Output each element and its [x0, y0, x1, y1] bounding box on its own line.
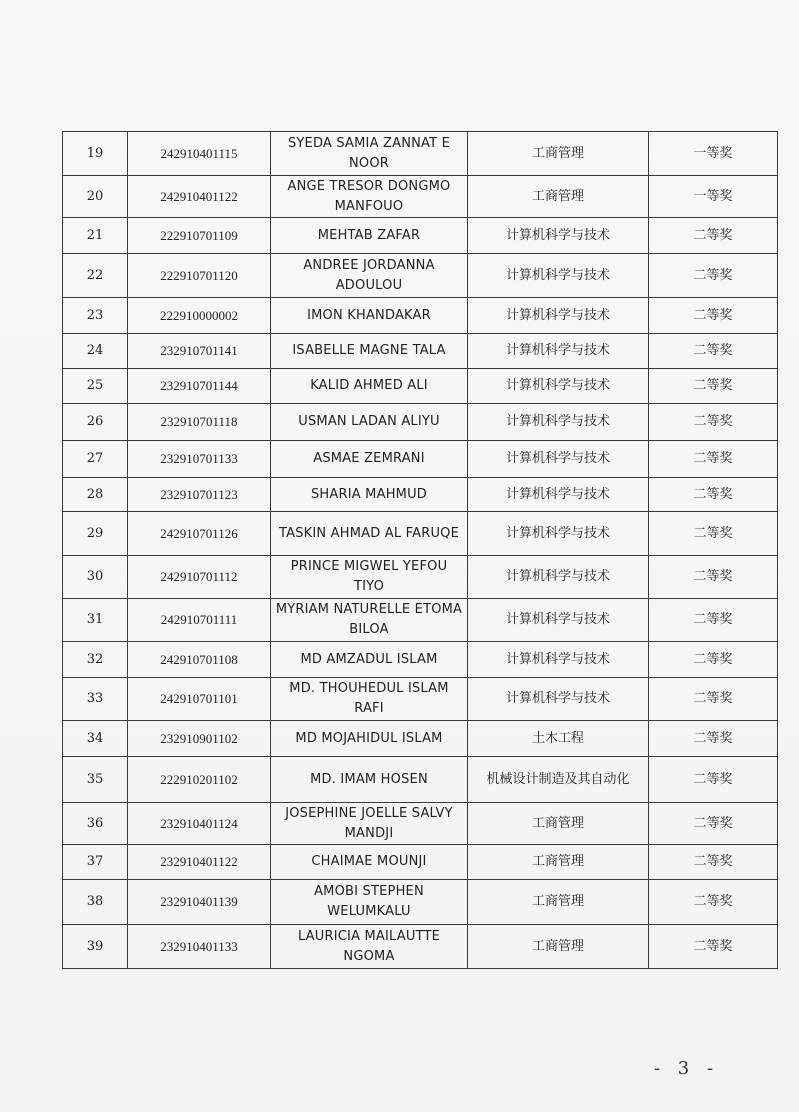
- award-level: 二等奖: [649, 478, 778, 512]
- major: 工商管理: [468, 803, 649, 845]
- student-name: MEHTAB ZAFAR: [271, 218, 468, 254]
- student-name: SHARIA MAHMUD: [271, 478, 468, 512]
- award-level: 二等奖: [649, 512, 778, 556]
- row-number: 34: [63, 721, 128, 757]
- student-name: MD. THOUHEDUL ISLAM RAFI: [271, 678, 468, 721]
- student-id: 232910401122: [128, 845, 271, 880]
- student-name: SYEDA SAMIA ZANNAT E NOOR: [271, 132, 468, 176]
- award-level: 二等奖: [649, 441, 778, 478]
- student-id: 232910701123: [128, 478, 271, 512]
- row-number: 30: [63, 556, 128, 599]
- major: 工商管理: [468, 880, 649, 925]
- table-row: [63, 218, 778, 254]
- student-id: 242910701112: [128, 556, 271, 599]
- table-row: [63, 678, 778, 721]
- table-row: [63, 512, 778, 556]
- student-id: 242910701101: [128, 678, 271, 721]
- table-row: [63, 925, 778, 969]
- table-row: [63, 478, 778, 512]
- table-row: [63, 880, 778, 925]
- award-level: 二等奖: [649, 845, 778, 880]
- award-level: 二等奖: [649, 254, 778, 298]
- row-number: 29: [63, 512, 128, 556]
- table-row: [63, 132, 778, 176]
- row-number: 32: [63, 642, 128, 678]
- row-number: 26: [63, 404, 128, 441]
- major: 计算机科学与技术: [468, 441, 649, 478]
- major: 工商管理: [468, 176, 649, 218]
- award-level: 二等奖: [649, 757, 778, 803]
- row-number: 23: [63, 298, 128, 334]
- major: 计算机科学与技术: [468, 334, 649, 369]
- student-id: 242910401115: [128, 132, 271, 176]
- award-table: [62, 131, 778, 969]
- major: 工商管理: [468, 132, 649, 176]
- row-number: 36: [63, 803, 128, 845]
- student-id: 222910201102: [128, 757, 271, 803]
- student-id: 232910401139: [128, 880, 271, 925]
- major: 工商管理: [468, 925, 649, 969]
- row-number: 35: [63, 757, 128, 803]
- major: 计算机科学与技术: [468, 512, 649, 556]
- row-number: 24: [63, 334, 128, 369]
- award-table-body: [63, 132, 778, 969]
- student-name: MD AMZADUL ISLAM: [271, 642, 468, 678]
- student-id: 242910401122: [128, 176, 271, 218]
- table-row: [63, 441, 778, 478]
- row-number: 20: [63, 176, 128, 218]
- student-name: JOSEPHINE JOELLE SALVY MANDJI: [271, 803, 468, 845]
- student-name: IMON KHANDAKAR: [271, 298, 468, 334]
- award-level: 二等奖: [649, 803, 778, 845]
- award-level: 一等奖: [649, 132, 778, 176]
- table-row: [63, 254, 778, 298]
- major: 计算机科学与技术: [468, 556, 649, 599]
- major: 计算机科学与技术: [468, 404, 649, 441]
- major: 计算机科学与技术: [468, 478, 649, 512]
- student-id: 242910701111: [128, 599, 271, 642]
- award-level: 二等奖: [649, 880, 778, 925]
- student-id: 232910701144: [128, 369, 271, 404]
- major: 计算机科学与技术: [468, 298, 649, 334]
- major: 计算机科学与技术: [468, 599, 649, 642]
- row-number: 37: [63, 845, 128, 880]
- row-number: 28: [63, 478, 128, 512]
- student-id: 242910701126: [128, 512, 271, 556]
- student-name: ASMAE ZEMRANI: [271, 441, 468, 478]
- student-name: CHAIMAE MOUNJI: [271, 845, 468, 880]
- row-number: 38: [63, 880, 128, 925]
- student-name: KALID AHMED ALI: [271, 369, 468, 404]
- student-name: PRINCE MIGWEL YEFOU TIYO: [271, 556, 468, 599]
- major: 土木工程: [468, 721, 649, 757]
- award-level: 二等奖: [649, 642, 778, 678]
- major: 计算机科学与技术: [468, 254, 649, 298]
- student-id: 222910000002: [128, 298, 271, 334]
- row-number: 27: [63, 441, 128, 478]
- student-id: 242910701108: [128, 642, 271, 678]
- row-number: 19: [63, 132, 128, 176]
- table-row: [63, 556, 778, 599]
- student-id: 232910401133: [128, 925, 271, 969]
- page-number: - 3 -: [654, 1058, 720, 1079]
- table-row: [63, 176, 778, 218]
- award-level: 二等奖: [649, 404, 778, 441]
- row-number: 25: [63, 369, 128, 404]
- student-name: MD MOJAHIDUL ISLAM: [271, 721, 468, 757]
- student-id: 222910701109: [128, 218, 271, 254]
- award-level: 二等奖: [649, 599, 778, 642]
- row-number: 33: [63, 678, 128, 721]
- major: 工商管理: [468, 845, 649, 880]
- major: 计算机科学与技术: [468, 218, 649, 254]
- award-level: 二等奖: [649, 298, 778, 334]
- award-level: 一等奖: [649, 176, 778, 218]
- student-id: 232910401124: [128, 803, 271, 845]
- award-level: 二等奖: [649, 556, 778, 599]
- table-row: [63, 642, 778, 678]
- award-level: 二等奖: [649, 369, 778, 404]
- row-number: 39: [63, 925, 128, 969]
- table-row: [63, 404, 778, 441]
- student-id: 232910701141: [128, 334, 271, 369]
- student-id: 232910901102: [128, 721, 271, 757]
- table-row: [63, 845, 778, 880]
- table-row: [63, 298, 778, 334]
- major: 计算机科学与技术: [468, 678, 649, 721]
- row-number: 31: [63, 599, 128, 642]
- row-number: 22: [63, 254, 128, 298]
- award-level: 二等奖: [649, 925, 778, 969]
- award-level: 二等奖: [649, 334, 778, 369]
- award-level: 二等奖: [649, 721, 778, 757]
- table-row: [63, 334, 778, 369]
- student-name: USMAN LADAN ALIYU: [271, 404, 468, 441]
- student-id: 232910701133: [128, 441, 271, 478]
- table-row: [63, 803, 778, 845]
- student-name: LAURICIA MAILAUTTE NGOMA: [271, 925, 468, 969]
- student-name: ANGE TRESOR DONGMO MANFOUO: [271, 176, 468, 218]
- student-name: ISABELLE MAGNE TALA: [271, 334, 468, 369]
- major: 机械设计制造及其自动化: [468, 757, 649, 803]
- table-row: [63, 369, 778, 404]
- student-name: MD. IMAM HOSEN: [271, 757, 468, 803]
- student-name: AMOBI STEPHEN WELUMKALU: [271, 880, 468, 925]
- row-number: 21: [63, 218, 128, 254]
- student-id: 222910701120: [128, 254, 271, 298]
- table-row: [63, 757, 778, 803]
- table-row: [63, 721, 778, 757]
- major: 计算机科学与技术: [468, 642, 649, 678]
- student-id: 232910701118: [128, 404, 271, 441]
- award-level: 二等奖: [649, 678, 778, 721]
- student-name: TASKIN AHMAD AL FARUQE: [271, 512, 468, 556]
- table-row: [63, 599, 778, 642]
- student-name: ANDREE JORDANNA ADOULOU: [271, 254, 468, 298]
- student-name: MYRIAM NATURELLE ETOMA BILOA: [271, 599, 468, 642]
- major: 计算机科学与技术: [468, 369, 649, 404]
- award-level: 二等奖: [649, 218, 778, 254]
